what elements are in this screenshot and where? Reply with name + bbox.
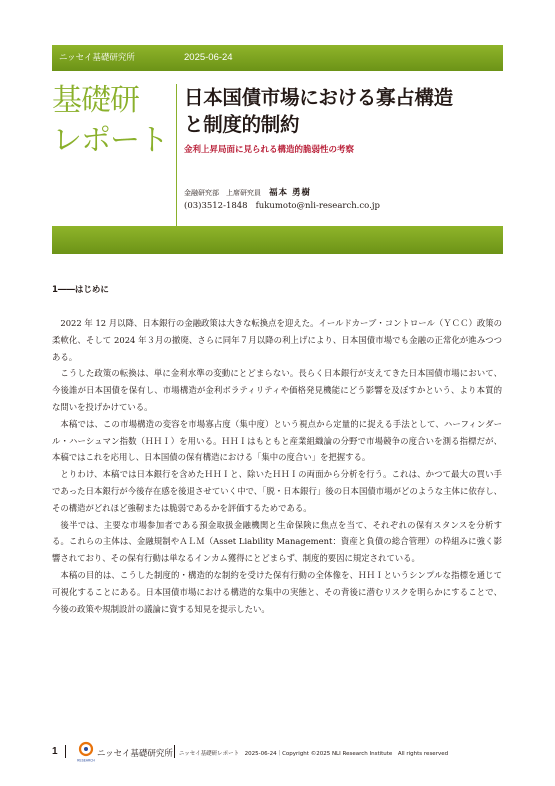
brand-wordmark	[52, 81, 176, 161]
section-heading: 1――はじめに	[52, 285, 109, 295]
header-org: ニッセイ基礎研究所	[59, 53, 135, 63]
brand-line2: レポート	[52, 123, 168, 158]
header-date: 2025-06-24	[184, 52, 233, 63]
paragraph: とりわけ、本稿では日本銀行を含めたＨＨＩと、除いたＨＨＩの両面から分析を行う。これは、かつて最大の買い手であった日本銀行が今後存在感を後退させていく中で、「脱・日本銀行」後の日本国債市場がどのような主体に依存し、その構造がどれほど強靭または脆弱であるかを評価するためである。	[52, 469, 502, 513]
header-band	[52, 226, 503, 254]
paragraph: 2022 年 12 月以降、日本銀行の金融政策は大きな転換点を迎えた。イールドカーブ・コントロール（ＹＣＣ）政策の柔軟化、そして 2024 年３月の撤廃、さらに同年７月以降の利上げにより、日本国債市場でも金融の正常化が進みつつある。	[52, 318, 502, 362]
title-line1: 日本国債市場における寡占構造	[184, 86, 453, 109]
paragraph: 本稿では、この市場構造の変容を市場寡占度（集中度）という視点から定量的に捉える手法として、ハーフィンダール・ハーシュマン指数（ＨＨＩ）を用いる。ＨＨＩはもともと産業組織論の分野で市場競争の度合いを測る指標だが、本稿ではこれを応用し、日本国債の保有構造における「集中の度合い」を把握する。	[52, 418, 502, 463]
footer-divider	[65, 745, 66, 758]
title-line2: と制度的制約	[184, 113, 300, 136]
header-bar	[52, 45, 503, 71]
footer-logo-text: ニッセイ基礎研究所	[97, 749, 173, 759]
report-title	[184, 84, 504, 138]
page-footer	[52, 740, 502, 766]
author-contact	[184, 201, 380, 211]
body-text	[52, 315, 502, 617]
author-info	[184, 186, 311, 198]
logo-sub-text: RESEARCH	[77, 758, 95, 763]
paragraph: 後半では、主要な市場参加者である預金取扱金融機関と生命保険に焦点を当て、それぞれの保有スタンスを分析する。これらの主体は、金融規制やＡＬＭ（Asset Liability Management：資産と負債の総合管理）の枠組みに強く影響されており、その保有行動は単なるインカム獲得にとどまらず、制度的要因に規定されている。	[52, 519, 502, 564]
author-email[interactable]: fukumoto@nli-research.co.jp	[255, 201, 380, 211]
author-role: 金融研究部 上席研究員	[184, 189, 261, 197]
report-subtitle: 金利上昇局面に見られる構造的脆弱性の考察	[184, 145, 355, 155]
paragraph: 本稿の目的は、こうした制度的・構造的な制約を受けた保有行動の全体像を、ＨＨＩというシンプルな指標を通じて可視化することにある。日本国債市場における構造的な集中の実態と、その背後に潜むリスクを明らかにすることで、今後の政策や規制設計の議論に資する知見を提示したい。	[52, 569, 502, 614]
page-number: 1	[52, 746, 58, 757]
author-name: 福本 勇樹	[269, 188, 311, 198]
footer-divider	[174, 745, 175, 758]
author-phone: (03)3512-1848	[184, 201, 248, 211]
brand-line1: 基礎研	[52, 83, 139, 118]
paragraph: こうした政策の転換は、単に金利水準の変動にとどまらない。長らく日本銀行が支えてきた日本国債市場において、今後誰が日本国債を保有し、市場構造が金利ボラティリティや価格発見機能にどう影響を及ぼすかという、より本質的な問いを投げかけている。	[52, 368, 502, 412]
footer-copyright: ニッセイ基礎研レポート 2025-06-24｜Copyright ©2025 NLI Research Institute All rights reserved	[179, 751, 449, 757]
nli-logo-icon	[76, 741, 96, 763]
title-divider	[176, 84, 177, 226]
